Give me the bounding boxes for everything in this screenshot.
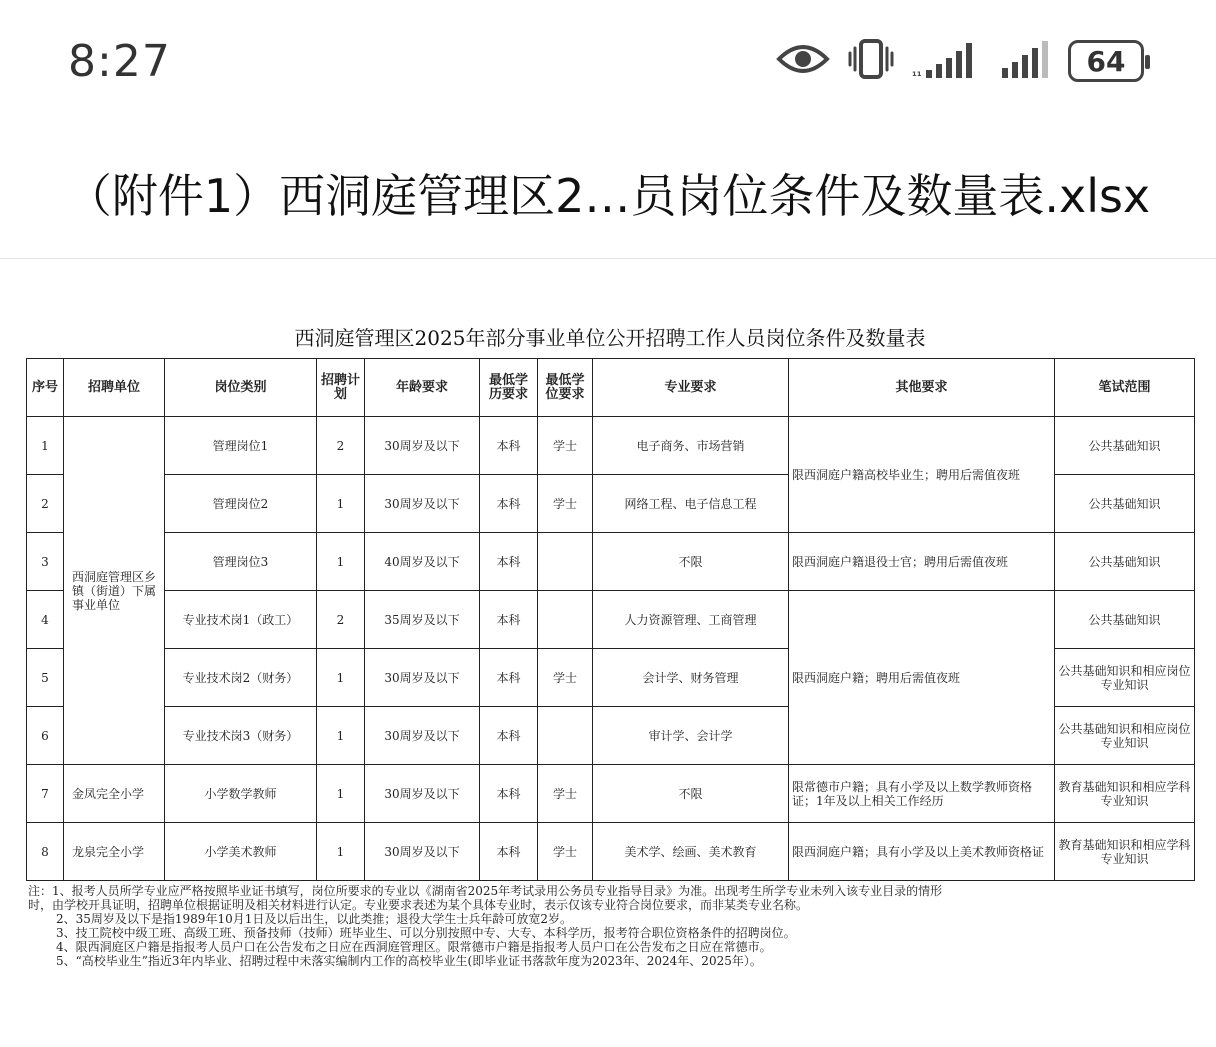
age-cell: 30周岁及以下 xyxy=(365,417,480,475)
other-requirements-cell: 限西洞庭户籍；具有小学及以上美术教师资格证 xyxy=(789,823,1055,881)
post-cell: 小学数学教师 xyxy=(165,765,317,823)
recruitment-table xyxy=(26,358,1195,881)
age-cell: 40周岁及以下 xyxy=(365,533,480,591)
row-number: 3 xyxy=(27,533,64,591)
other-requirements-cell: 限西洞庭户籍退役士官；聘用后需值夜班 xyxy=(789,533,1055,591)
row-number: 8 xyxy=(27,823,64,881)
eye-icon xyxy=(776,39,830,83)
exam-scope-cell: 教育基础知识和相应学科专业知识 xyxy=(1055,765,1195,823)
status-icons xyxy=(776,38,1144,84)
major-cell: 人力资源管理、工商管理 xyxy=(593,591,789,649)
status-bar xyxy=(0,0,1216,120)
post-cell: 管理岗位3 xyxy=(165,533,317,591)
row-number: 6 xyxy=(27,707,64,765)
plan-cell: 1 xyxy=(317,475,365,533)
education-cell: 本科 xyxy=(480,823,538,881)
header-cell: 笔试范围 xyxy=(1055,359,1195,417)
post-cell: 管理岗位1 xyxy=(165,417,317,475)
header-cell: 最低学位要求 xyxy=(538,359,593,417)
note-line: 时，由学校开具证明，招聘单位根据证明及相关材料进行认定。专业要求表述为某个具体专业时，表示仅该专业符合岗位要求，而非某类专业名称。 xyxy=(28,898,809,912)
education-cell: 本科 xyxy=(480,475,538,533)
post-cell: 专业技术岗3（财务） xyxy=(165,707,317,765)
row-number: 1 xyxy=(27,417,64,475)
sheet-title: 西洞庭管理区2025年部分事业单位公开招聘工作人员岗位条件及数量表 xyxy=(294,326,926,350)
header-cell: 年龄要求 xyxy=(365,359,480,417)
major-cell: 不限 xyxy=(593,533,789,591)
recruiting-unit-cell: 金凤完全小学 xyxy=(64,765,165,823)
plan-cell: 1 xyxy=(317,765,365,823)
degree-cell xyxy=(538,591,593,649)
sheet-view[interactable] xyxy=(26,318,1194,881)
major-cell: 网络工程、电子信息工程 xyxy=(593,475,789,533)
other-requirements-cell: 限西洞庭户籍；聘用后需值夜班 xyxy=(789,591,1055,765)
signal-2-icon xyxy=(1000,38,1050,84)
post-cell: 专业技术岗1（政工） xyxy=(165,591,317,649)
note-line: 4、限西洞庭区户籍是指报考人员户口在公告发布之日应在西洞庭管理区。限常德市户籍是指报考人员户口在公告发布之日应在常德市。 xyxy=(56,940,772,954)
degree-cell: 学士 xyxy=(538,649,593,707)
degree-cell: 学士 xyxy=(538,765,593,823)
table-row xyxy=(27,533,1195,591)
header-cell: 其他要求 xyxy=(789,359,1055,417)
age-cell: 30周岁及以下 xyxy=(365,707,480,765)
education-cell: 本科 xyxy=(480,417,538,475)
vibrate-icon xyxy=(848,38,894,84)
exam-scope-cell: 公共基础知识 xyxy=(1055,475,1195,533)
age-cell: 30周岁及以下 xyxy=(365,765,480,823)
note-line: 3、技工院校中级工班、高级工班、预备技师（技师）班毕业生、可以分别按照中专、大专、本科学历，报考符合职位资格条件的招聘岗位。 xyxy=(56,926,796,940)
exam-scope-cell: 公共基础知识 xyxy=(1055,591,1195,649)
plan-cell: 1 xyxy=(317,649,365,707)
header-cell: 招聘单位 xyxy=(64,359,165,417)
exam-scope-cell: 公共基础知识和相应岗位专业知识 xyxy=(1055,707,1195,765)
major-cell: 会计学、财务管理 xyxy=(593,649,789,707)
plan-cell: 1 xyxy=(317,707,365,765)
row-number: 7 xyxy=(27,765,64,823)
note-line: 注：1、报考人员所学专业应严格按照毕业证书填写，岗位所要求的专业以《湖南省2025年考试录用公务员专业指导目录》为准。出现考生所学专业未列入该专业目录的情形 xyxy=(28,884,943,898)
note-line: 2、35周岁及以下是指1989年10月1日及以后出生，以此类推；退役大学生士兵年龄可放宽2岁。 xyxy=(56,912,572,926)
recruiting-unit-cell: 西洞庭管理区乡镇（街道）下属事业单位 xyxy=(64,417,165,765)
plan-cell: 1 xyxy=(317,533,365,591)
recruiting-unit-cell: 龙泉完全小学 xyxy=(64,823,165,881)
education-cell: 本科 xyxy=(480,591,538,649)
age-cell: 30周岁及以下 xyxy=(365,823,480,881)
major-cell: 审计学、会计学 xyxy=(593,707,789,765)
table-notes xyxy=(28,884,1198,968)
row-number: 4 xyxy=(27,591,64,649)
header-cell: 专业要求 xyxy=(593,359,789,417)
plan-cell: 2 xyxy=(317,591,365,649)
header-cell: 岗位类别 xyxy=(165,359,317,417)
other-requirements-cell: 限常德市户籍；具有小学及以上数学教师资格证；1年及以上相关工作经历 xyxy=(789,765,1055,823)
education-cell: 本科 xyxy=(480,765,538,823)
header-cell: 序号 xyxy=(27,359,64,417)
row-number: 2 xyxy=(27,475,64,533)
note-line: 5、“高校毕业生”指近3年内毕业、招聘过程中未落实编制内工作的高校毕业生(即毕业证书落款年度为2023年、2024年、2025年）。 xyxy=(56,954,762,968)
row-number: 5 xyxy=(27,649,64,707)
education-cell: 本科 xyxy=(480,533,538,591)
table-row xyxy=(27,591,1195,649)
status-time: 8:27 xyxy=(68,36,171,87)
degree-cell: 学士 xyxy=(538,823,593,881)
exam-scope-cell: 公共基础知识和相应岗位专业知识 xyxy=(1055,649,1195,707)
degree-cell: 学士 xyxy=(538,475,593,533)
plan-cell: 1 xyxy=(317,823,365,881)
battery-icon: 64 xyxy=(1068,40,1144,82)
header-cell: 招聘计划 xyxy=(317,359,365,417)
header-cell: 最低学历要求 xyxy=(480,359,538,417)
post-cell: 管理岗位2 xyxy=(165,475,317,533)
post-cell: 专业技术岗2（财务） xyxy=(165,649,317,707)
major-cell: 美术学、绘画、美术教育 xyxy=(593,823,789,881)
table-row xyxy=(27,765,1195,823)
signal-1-icon xyxy=(912,38,982,84)
degree-cell: 学士 xyxy=(538,417,593,475)
other-requirements-cell: 限西洞庭户籍高校毕业生；聘用后需值夜班 xyxy=(789,417,1055,533)
education-cell: 本科 xyxy=(480,707,538,765)
file-title: （附件1）西洞庭管理区2…员岗位条件及数量表.xlsx xyxy=(65,169,1151,223)
major-cell: 不限 xyxy=(593,765,789,823)
age-cell: 30周岁及以下 xyxy=(365,649,480,707)
svg-text:₁₁: ₁₁ xyxy=(912,66,922,79)
table-row xyxy=(27,417,1195,475)
exam-scope-cell: 公共基础知识 xyxy=(1055,533,1195,591)
table-header-row xyxy=(27,359,1195,417)
post-cell: 小学美术教师 xyxy=(165,823,317,881)
exam-scope-cell: 公共基础知识 xyxy=(1055,417,1195,475)
plan-cell: 2 xyxy=(317,417,365,475)
table-row xyxy=(27,823,1195,881)
age-cell: 30周岁及以下 xyxy=(365,475,480,533)
major-cell: 电子商务、市场营销 xyxy=(593,417,789,475)
title-divider xyxy=(0,258,1216,259)
education-cell: 本科 xyxy=(480,649,538,707)
degree-cell xyxy=(538,707,593,765)
degree-cell xyxy=(538,533,593,591)
age-cell: 35周岁及以下 xyxy=(365,591,480,649)
exam-scope-cell: 教育基础知识和相应学科专业知识 xyxy=(1055,823,1195,881)
